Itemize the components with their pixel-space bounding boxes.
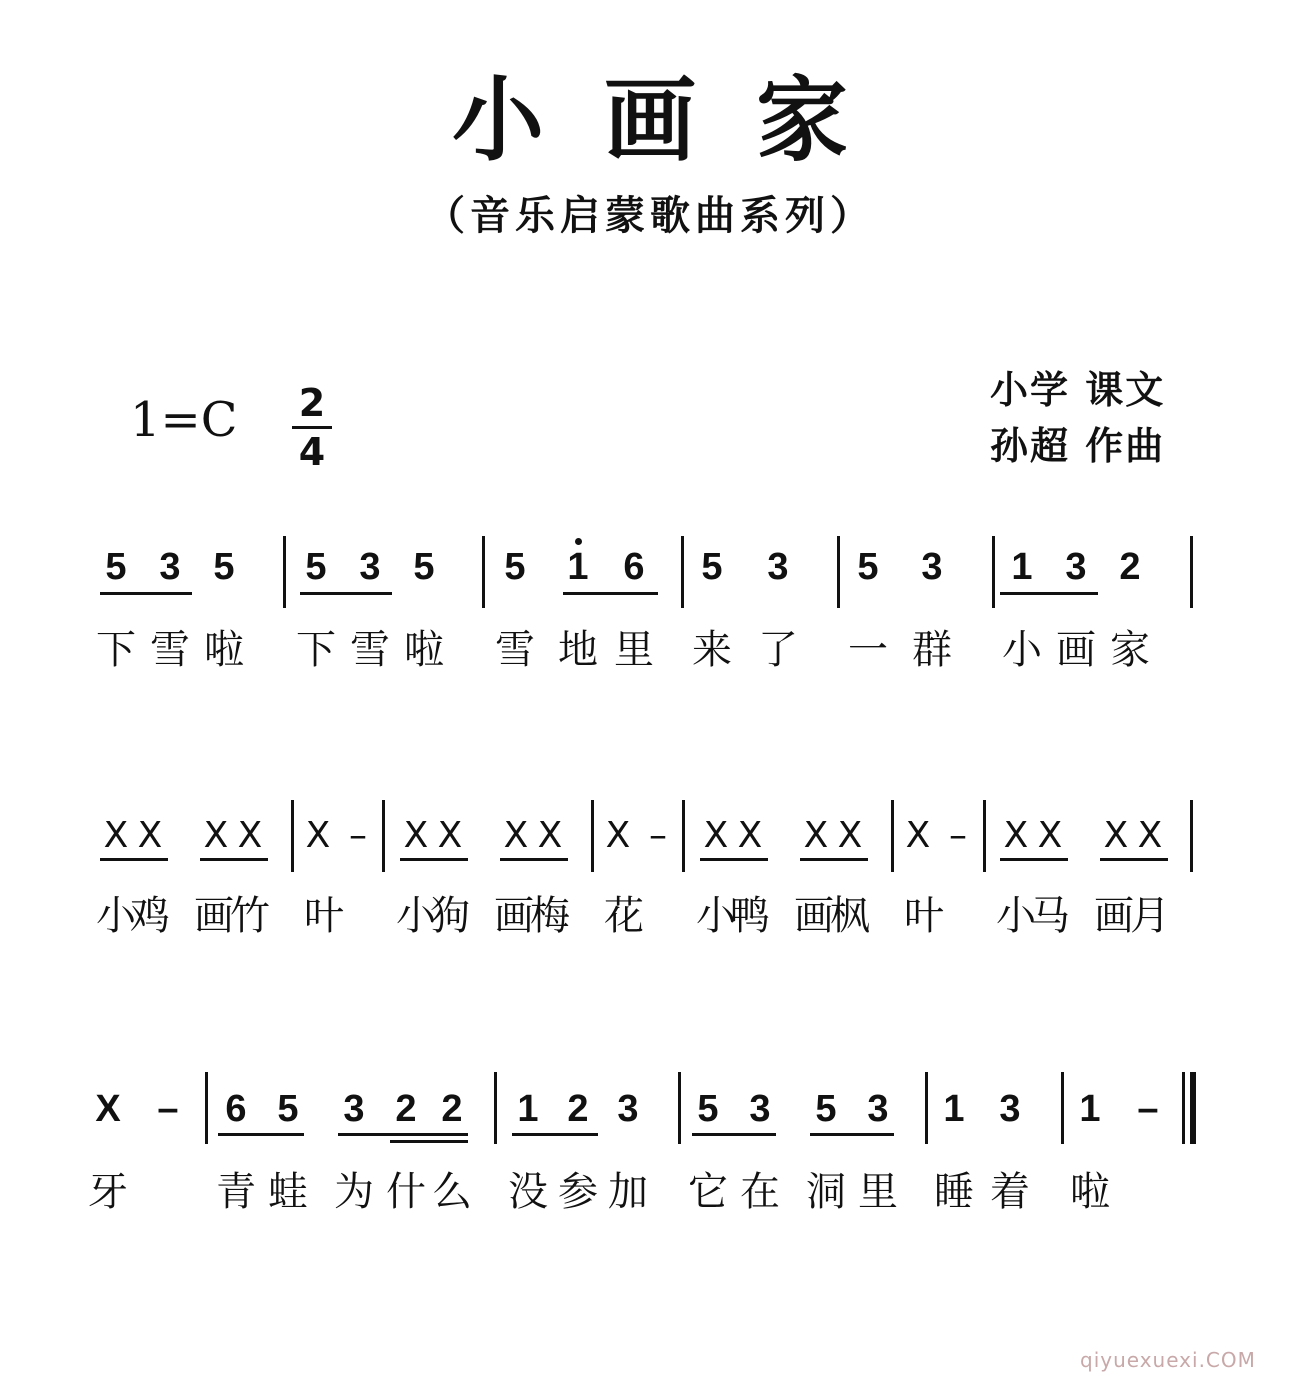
note: 5 xyxy=(504,546,526,588)
note: – xyxy=(157,1088,179,1130)
barline xyxy=(591,800,594,872)
lyric-char: 着 xyxy=(990,1169,1030,1215)
lyric-char: 没 xyxy=(508,1169,548,1215)
lyric-char: 花 xyxy=(604,893,644,939)
watermark: qiyuexuexi.COM xyxy=(1080,1348,1256,1372)
song-title: 小画家 xyxy=(451,67,908,174)
barline xyxy=(482,536,485,608)
time-signature xyxy=(292,381,332,474)
note: 1 xyxy=(567,546,589,588)
lyric-char: 叶 xyxy=(304,893,344,939)
note: X xyxy=(1003,815,1029,856)
lyric-char: 叶 xyxy=(904,893,944,939)
barline xyxy=(283,536,286,608)
lyric-char: 画 xyxy=(1056,627,1096,673)
underline xyxy=(692,1133,776,1136)
note: 2 xyxy=(441,1088,463,1130)
note: X xyxy=(403,815,429,856)
key-signature: 1=C xyxy=(130,392,238,448)
underline xyxy=(400,858,468,861)
note: 5 xyxy=(413,546,435,588)
barline xyxy=(681,536,684,608)
note: 2 xyxy=(1119,546,1141,588)
lyric-char: 画 xyxy=(494,893,534,939)
lyric-char: 青 xyxy=(216,1169,256,1215)
note: X xyxy=(605,815,631,856)
lyric-char: 啦 xyxy=(1070,1169,1110,1215)
note: – xyxy=(349,815,367,856)
note: 1 xyxy=(1011,546,1033,588)
note: X xyxy=(837,815,863,856)
note: 3 xyxy=(343,1088,365,1130)
underline xyxy=(512,1133,598,1136)
composer-credit: 孙超 作曲 xyxy=(990,424,1166,468)
lyric-char: 枫 xyxy=(830,893,870,939)
note: X xyxy=(1037,815,1063,856)
note: X xyxy=(737,815,763,856)
barline xyxy=(1061,1072,1064,1144)
note: 2 xyxy=(395,1088,417,1130)
lyric-char: 小 xyxy=(396,893,436,939)
lyric-char: 来 xyxy=(692,627,732,673)
note: X xyxy=(703,815,729,856)
lyric-char: 鸡 xyxy=(130,893,170,939)
lyric-char: 一 xyxy=(848,627,888,673)
barline xyxy=(205,1072,208,1144)
barline xyxy=(1190,800,1193,872)
note: 1 xyxy=(1079,1088,1101,1130)
lyric-char: 月 xyxy=(1130,893,1170,939)
lyric-char: 小 xyxy=(96,893,136,939)
lyric-char: 下 xyxy=(96,627,136,673)
time-numerator: 2 xyxy=(298,381,326,425)
underline xyxy=(338,1133,468,1136)
note: X xyxy=(203,815,229,856)
lyric-char: 什 xyxy=(386,1169,426,1215)
note: 6 xyxy=(623,546,645,588)
lyric-char: 里 xyxy=(614,627,654,673)
lyric-char: 梅 xyxy=(530,893,570,939)
lyric-char: 雪 xyxy=(150,627,190,673)
note: 3 xyxy=(999,1088,1021,1130)
lyric-char: 下 xyxy=(296,627,336,673)
underline xyxy=(800,858,868,861)
note: 5 xyxy=(213,546,235,588)
octave-dot xyxy=(575,538,582,545)
note: 3 xyxy=(867,1088,889,1130)
lyric-char: 小 xyxy=(1002,627,1042,673)
underline xyxy=(300,592,392,595)
note: – xyxy=(949,815,967,856)
note: 1 xyxy=(943,1088,965,1130)
lyric-char: 蛙 xyxy=(268,1169,308,1215)
barline xyxy=(837,536,840,608)
underline xyxy=(390,1140,468,1143)
underline xyxy=(500,858,568,861)
note: 5 xyxy=(701,546,723,588)
barline xyxy=(382,800,385,872)
barline xyxy=(983,800,986,872)
note: X xyxy=(95,1088,121,1130)
note: 2 xyxy=(567,1088,589,1130)
barline xyxy=(678,1072,681,1144)
note: 3 xyxy=(159,546,181,588)
lyric-char: 群 xyxy=(912,627,952,673)
note: X xyxy=(137,815,163,856)
note: X xyxy=(905,815,931,856)
note: X xyxy=(103,815,129,856)
barline xyxy=(925,1072,928,1144)
note: 3 xyxy=(1065,546,1087,588)
note: 3 xyxy=(359,546,381,588)
lyric-char: 了 xyxy=(758,627,798,673)
song-subtitle: （音乐启蒙歌曲系列） xyxy=(425,193,875,239)
note: 5 xyxy=(815,1088,837,1130)
lyric-char: 雪 xyxy=(350,627,390,673)
underline xyxy=(100,858,168,861)
note: 5 xyxy=(305,546,327,588)
lyric-char: 睡 xyxy=(934,1169,974,1215)
barline xyxy=(992,536,995,608)
lyric-char: 啦 xyxy=(204,627,244,673)
lyric-char: 竹 xyxy=(230,893,270,939)
note: 3 xyxy=(767,546,789,588)
note: X xyxy=(803,815,829,856)
note: X xyxy=(1137,815,1163,856)
note: X xyxy=(305,815,331,856)
underline xyxy=(218,1133,304,1136)
note: – xyxy=(649,815,667,856)
note: 5 xyxy=(105,546,127,588)
lyric-char: 画 xyxy=(194,893,234,939)
note: 5 xyxy=(277,1088,299,1130)
lyric-char: 加 xyxy=(608,1169,648,1215)
lyric-char: 家 xyxy=(1110,627,1150,673)
note: 3 xyxy=(749,1088,771,1130)
underline xyxy=(563,592,658,595)
barline xyxy=(291,800,294,872)
lyric-char: 为 xyxy=(334,1169,374,1215)
underline xyxy=(700,858,768,861)
lyric-char: 小 xyxy=(996,893,1036,939)
barline xyxy=(494,1072,497,1144)
time-denominator: 4 xyxy=(292,426,332,471)
lyric-char: 在 xyxy=(740,1169,780,1215)
lyric-char: 马 xyxy=(1030,893,1070,939)
lyric-char: 地 xyxy=(558,627,598,673)
lyric-char: 么 xyxy=(432,1169,472,1215)
lyric-char: 牙 xyxy=(88,1169,128,1215)
barline xyxy=(682,800,685,872)
barline xyxy=(891,800,894,872)
note: 5 xyxy=(697,1088,719,1130)
underline xyxy=(810,1133,894,1136)
note: X xyxy=(237,815,263,856)
lyric-char: 雪 xyxy=(495,627,535,673)
lyric-char: 它 xyxy=(688,1169,728,1215)
lyric-char: 狗 xyxy=(430,893,470,939)
lyric-char: 里 xyxy=(858,1169,898,1215)
note: – xyxy=(1137,1088,1159,1130)
underline xyxy=(100,592,192,595)
underline xyxy=(200,858,268,861)
note: 6 xyxy=(225,1088,247,1130)
lyric-char: 洞 xyxy=(806,1169,846,1215)
note: 1 xyxy=(517,1088,539,1130)
final-barline-thin xyxy=(1182,1072,1185,1144)
note: 3 xyxy=(617,1088,639,1130)
note: X xyxy=(437,815,463,856)
underline xyxy=(1100,858,1168,861)
underline xyxy=(1000,592,1098,595)
barline xyxy=(1190,536,1193,608)
underline xyxy=(1000,858,1068,861)
lyric-char: 鸭 xyxy=(730,893,770,939)
note: X xyxy=(1103,815,1129,856)
lyric-char: 画 xyxy=(1094,893,1134,939)
note: X xyxy=(503,815,529,856)
lyricist-credit: 小学 课文 xyxy=(990,368,1166,412)
note: 5 xyxy=(857,546,879,588)
credits xyxy=(990,362,1165,474)
lyric-char: 参 xyxy=(558,1169,598,1215)
lyric-char: 小 xyxy=(696,893,736,939)
final-barline-thick xyxy=(1190,1072,1196,1144)
lyric-char: 画 xyxy=(794,893,834,939)
lyric-char: 啦 xyxy=(404,627,444,673)
note: X xyxy=(537,815,563,856)
note: 3 xyxy=(921,546,943,588)
